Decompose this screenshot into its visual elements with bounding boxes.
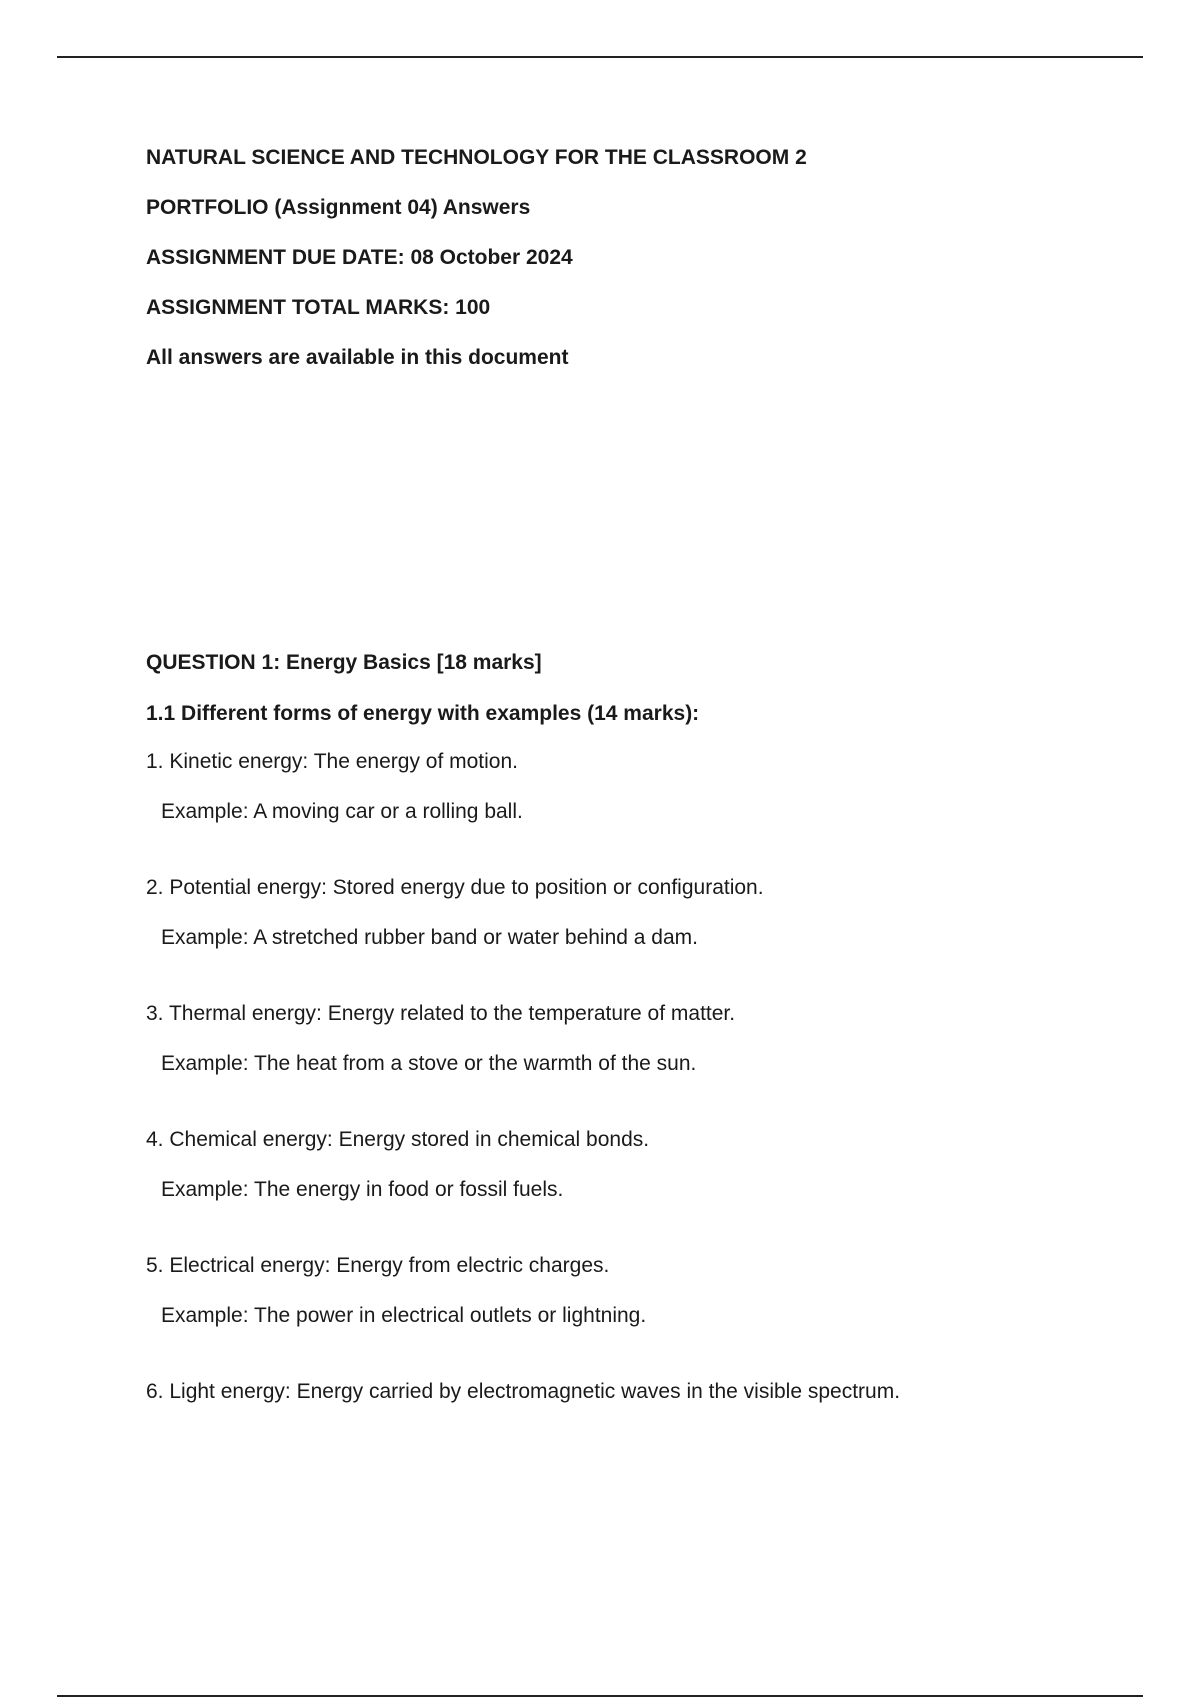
energy-form-item — [146, 1254, 1146, 1328]
document-title: NATURAL SCIENCE AND TECHNOLOGY FOR THE CLASSROOM 2 — [146, 146, 807, 169]
document-header — [146, 146, 1106, 396]
top-divider — [57, 56, 1143, 58]
availability-note: All answers are available in this document — [146, 346, 569, 369]
energy-definition: 1. Kinetic energy: The energy of motion. — [146, 750, 518, 773]
energy-definition: 3. Thermal energy: Energy related to the temperature of matter. — [146, 1002, 736, 1025]
energy-definition: 4. Chemical energy: Energy stored in chemical bonds. — [146, 1128, 650, 1151]
energy-example: Example: The heat from a stove or the warmth of the sun. — [161, 1052, 697, 1075]
total-marks: ASSIGNMENT TOTAL MARKS: 100 — [146, 296, 491, 319]
energy-form-item — [146, 876, 1146, 950]
energy-definition: 2. Potential energy: Stored energy due to position or configuration. — [146, 876, 764, 899]
energy-form-item — [146, 1002, 1146, 1076]
question-1-section — [146, 651, 1146, 1430]
subquestion-heading: 1.1 Different forms of energy with examples (14 marks): — [146, 702, 700, 725]
energy-form-item — [146, 1380, 1146, 1404]
energy-example: Example: The energy in food or fossil fuels. — [161, 1178, 564, 1201]
document-subtitle: PORTFOLIO (Assignment 04) Answers — [146, 196, 531, 219]
due-date: ASSIGNMENT DUE DATE: 08 October 2024 — [146, 246, 573, 269]
energy-example: Example: A stretched rubber band or water behind a dam. — [161, 926, 698, 949]
energy-example: Example: A moving car or a rolling ball. — [161, 800, 523, 823]
energy-example: Example: The power in electrical outlets or lightning. — [161, 1304, 647, 1327]
energy-form-item — [146, 1128, 1146, 1202]
energy-definition: 5. Electrical energy: Energy from electric charges. — [146, 1254, 610, 1277]
question-heading: QUESTION 1: Energy Basics [18 marks] — [146, 651, 542, 674]
energy-definition: 6. Light energy: Energy carried by electromagnetic waves in the visible spectrum. — [146, 1380, 901, 1403]
bottom-divider — [57, 1695, 1143, 1697]
energy-form-item — [146, 750, 1146, 824]
